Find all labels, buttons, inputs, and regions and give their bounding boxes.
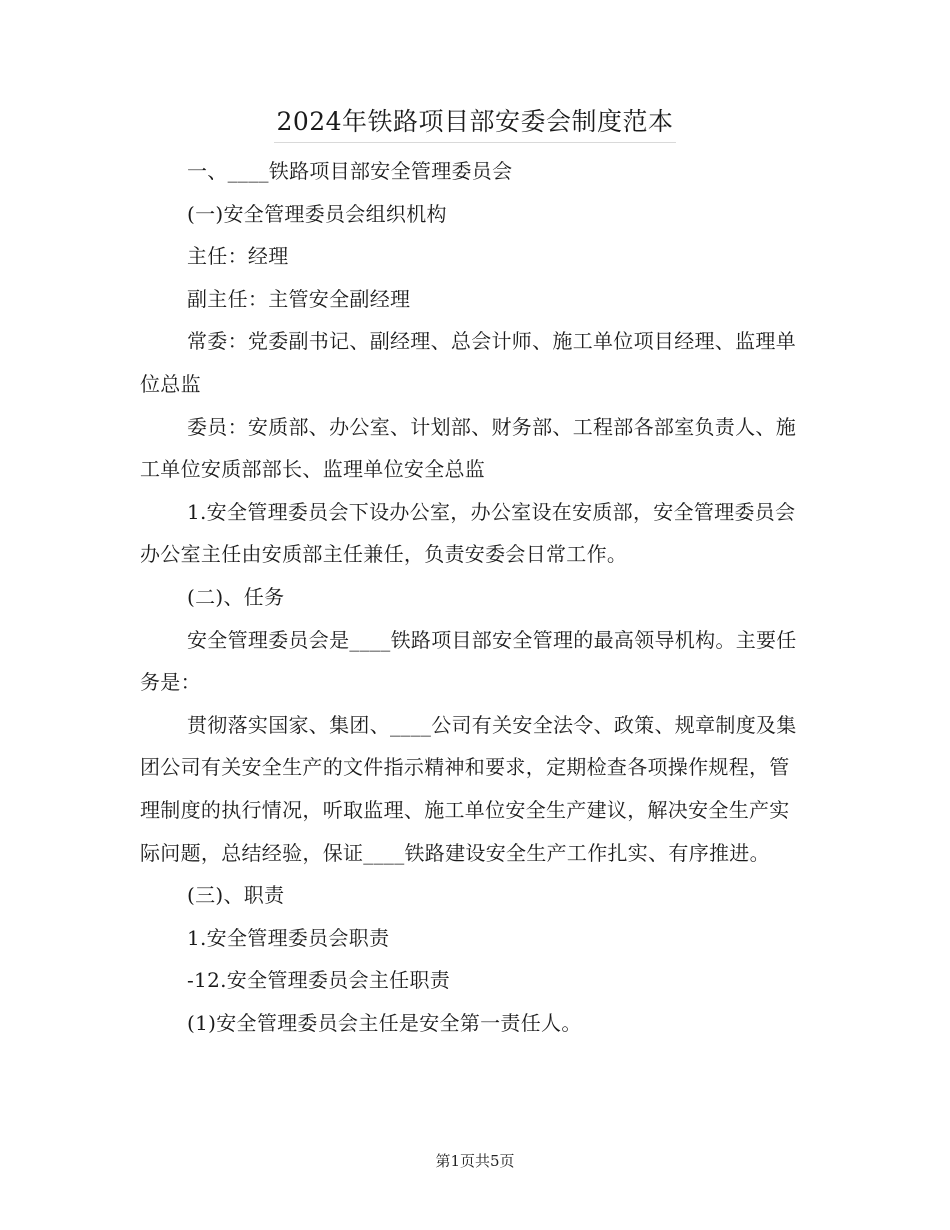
paragraph: 常委：党委副书记、副经理、总会计师、施工单位项目经理、监理单位总监 [140, 329, 796, 396]
paragraph: 副主任：主管安全副经理 [187, 286, 411, 311]
paragraph: 贯彻落实国家、集团、____公司有关安全法令、政策、规章制度及集团公司有关安全生产的文件指示精神和要求，定期检查各项操作规程，管理制度的执行情况，听取监理、施工单位安全生产建议，解决安全生产实际问题，总结经验，保证____铁路建设安全生产工作扎实、有序推进。 [140, 712, 797, 865]
paragraph: 主任：经理 [187, 244, 289, 269]
paragraph: 委员：安质部、办公室、计划部、财务部、工程部各部室负责人、施工单位安质部部长、监理单位安全总监 [140, 414, 796, 482]
document-title [0, 104, 950, 143]
paragraph: -12.安全管理委员会主任职责 [187, 968, 451, 993]
paragraph: (1)安全管理委员会主任是安全第一责任人。 [187, 1010, 582, 1035]
document-body [140, 150, 800, 1044]
paragraph: (三)、职责 [187, 883, 285, 908]
page-number: 第1页共5页 [435, 1152, 515, 1170]
paragraph: 1.安全管理委员会职责 [187, 925, 390, 950]
paragraph: 1.安全管理委员会下设办公室，办公室设在安质部，安全管理委员会办公室主任由安质部主任兼任，负责安委会日常工作。 [140, 499, 796, 567]
document-title-text: 2024年铁路项目部安委会制度范本 [274, 104, 675, 143]
paragraph: 安全管理委员会是____铁路项目部安全管理的最高领导机构。主要任务是： [140, 627, 797, 695]
paragraph: (二)、任务 [187, 584, 285, 609]
paragraph: 一、____铁路项目部安全管理委员会 [187, 159, 513, 183]
paragraph: (一)安全管理委员会组织机构 [187, 201, 447, 226]
